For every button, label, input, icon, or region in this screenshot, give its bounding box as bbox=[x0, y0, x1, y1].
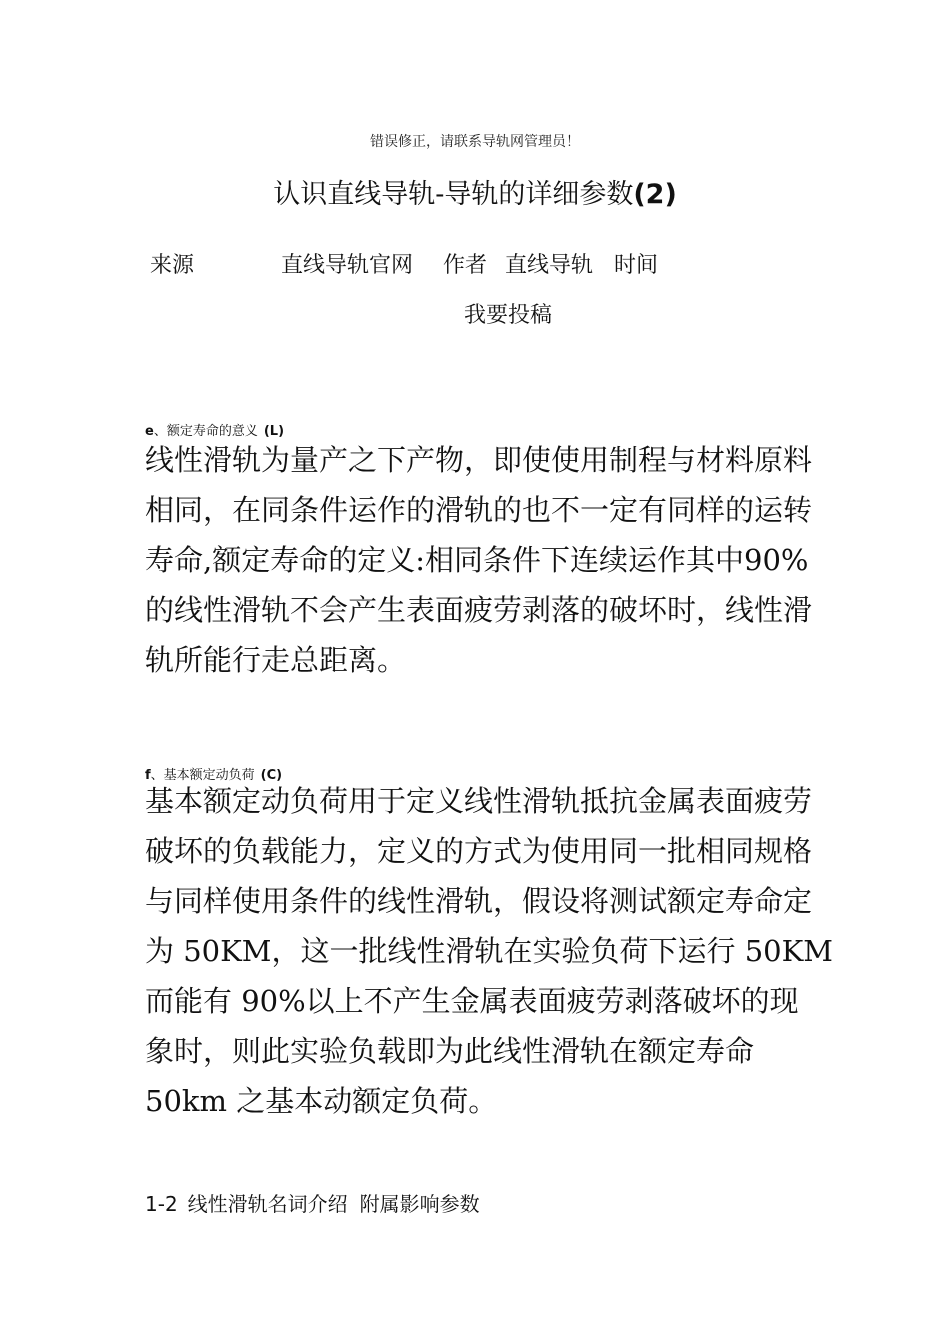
paragraph-line: 基本额定动负荷用于定义线性滑轨抵抗金属表面疲劳 bbox=[145, 784, 813, 818]
next-section-heading bbox=[145, 1188, 480, 1217]
paragraph-line: 线性滑轨为量产之下产物，即使使用制程与材料原料 bbox=[145, 443, 813, 477]
article-title-main: 认识直线导轨-导轨的详细参数 bbox=[273, 179, 634, 210]
paragraph-line: 象时，则此实验负载即为此线性滑轨在额定寿命 bbox=[145, 1034, 755, 1068]
section-number: 1-2 bbox=[145, 1192, 178, 1216]
article-title bbox=[0, 172, 950, 211]
paragraph-line: 而能有 90%以上不产生金属表面疲劳剥落破坏的现 bbox=[145, 984, 799, 1018]
error-report-notice: 错误修正，请联系导轨网管理员！ bbox=[370, 134, 580, 150]
paragraph-line: 与同样使用条件的线性滑轨，假设将测试额定寿命定 bbox=[145, 884, 813, 918]
source-link[interactable]: 直线导轨官网 bbox=[281, 253, 414, 278]
paragraph-line: 破坏的负载能力，定义的方式为使用同一批相同规格 bbox=[145, 834, 813, 868]
section-symbol: (L) bbox=[263, 424, 285, 439]
paragraph-line: 的线性滑轨不会产生表面疲劳剥落的破坏时，线性滑 bbox=[145, 593, 813, 627]
paragraph-dynamic-load bbox=[145, 776, 833, 1126]
paragraph-line: 50km 之基本动额定负荷。 bbox=[145, 1084, 498, 1118]
author-label: 作者 bbox=[443, 253, 488, 278]
author-value: 直线导轨 bbox=[505, 253, 594, 278]
paragraph-line: 为 50KM，这一批线性滑轨在实验负荷下运行 50KM bbox=[145, 934, 833, 968]
article-title-suffix: (2) bbox=[633, 179, 677, 210]
paragraph-line: 轨所能行走总距离。 bbox=[145, 643, 407, 677]
time-label: 时间 bbox=[614, 253, 659, 278]
section-key: e bbox=[145, 424, 154, 439]
submit-article-link[interactable]: 我要投稿 bbox=[464, 303, 553, 328]
paragraph-rated-life bbox=[145, 435, 812, 685]
section-title: 线性滑轨名词介绍 bbox=[187, 1192, 348, 1216]
section-key: f bbox=[145, 768, 151, 783]
section-subtitle: 附属影响参数 bbox=[359, 1192, 480, 1216]
source-label: 来源 bbox=[150, 253, 195, 278]
section-symbol: (C) bbox=[260, 768, 283, 783]
paragraph-line: 相同，在同条件运作的滑轨的也不一定有同样的运转 bbox=[145, 493, 813, 527]
section-heading-text: 、基本额定动负荷 bbox=[150, 768, 255, 783]
section-heading-text: 、额定寿命的意义 bbox=[153, 424, 258, 439]
paragraph-line: 寿命,额定寿命的定义:相同条件下连续运作其中90% bbox=[145, 543, 809, 577]
